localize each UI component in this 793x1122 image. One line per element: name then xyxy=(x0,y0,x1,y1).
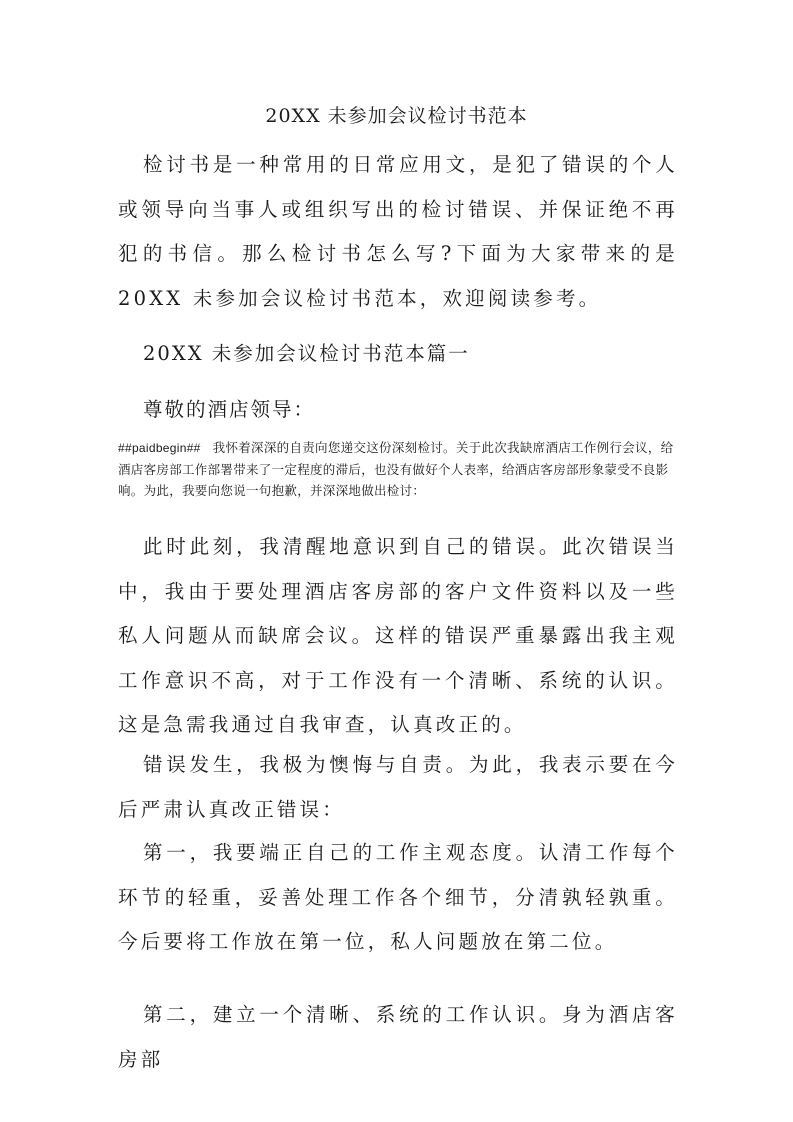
document-title: 20XX 未参加会议检讨书范本 xyxy=(265,105,528,127)
small-paragraph-text: 我怀着深深的自责向您递交这份深刻检讨。关于此次我缺席酒店工作例行会议，给酒店客房部工作部署带来了一定程度的滞后，也没有做好个人表率，给酒店客房部形象蒙受不良影响。为此，我要向您说一句抱歉，并深深地做出检讨： xyxy=(118,441,674,498)
section-heading: 20XX 未参加会议检讨书范本篇一 xyxy=(143,342,470,365)
small-paragraph-block xyxy=(118,438,678,503)
body-paragraph-1: 此时此刻，我清醒地意识到自己的错误。此次错误当中，我由于要处理酒店客房部的客户文件资料以及一些私人问题从而缺席会议。这样的错误严重暴露出我主观工作意识不高，对于工作没有一个清晰、系统的认识。这是急需我通过自我审查，认真改正的。 xyxy=(118,535,678,736)
body-paragraph-3: 第一，我要端正自己的工作主观态度。认清工作每个环节的轻重，妥善处理工作各个细节，分清孰轻孰重。今后要将工作放在第一位，私人问题放在第二位。 xyxy=(118,841,678,953)
paid-begin-marker: ##paidbegin## xyxy=(118,441,201,455)
body-paragraph-4: 第二，建立一个清晰、系统的工作认识。身为酒店客房部 xyxy=(118,1003,678,1071)
intro-paragraph: 检讨书是一种常用的日常应用文，是犯了错误的个人或领导向当事人或组织写出的检讨错误、并保证绝不再犯的书信。那么检讨书怎么写?下面为大家带来的是20XX 未参加会议检讨书范本，欢迎阅读参考。 xyxy=(118,153,678,310)
salutation: 尊敬的酒店领导： xyxy=(143,398,316,421)
body-paragraph-2: 错误发生，我极为懊悔与自责。为此，我表示要在今后严肃认真改正错误： xyxy=(118,753,678,821)
